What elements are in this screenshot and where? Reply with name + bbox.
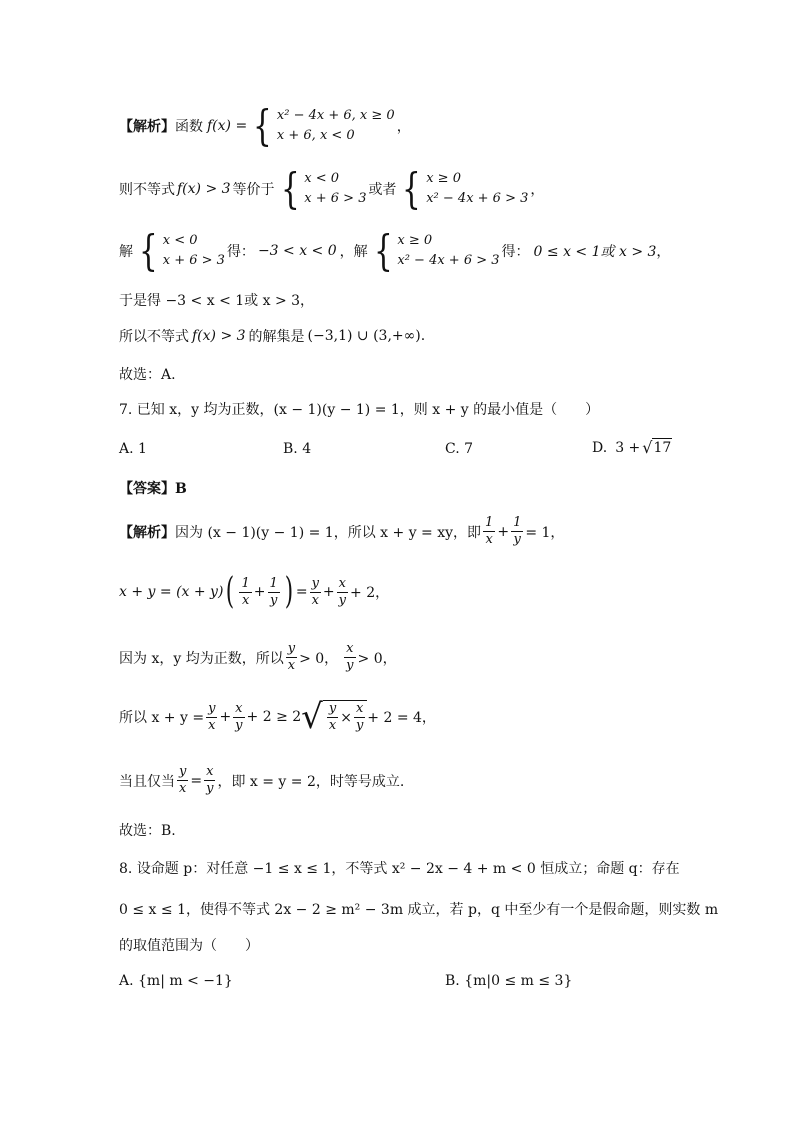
operator: = xyxy=(295,584,308,600)
text: 的解集是 xyxy=(248,329,305,345)
sqrt xyxy=(301,697,367,737)
text: 则不等式 xyxy=(119,182,175,198)
answer-text: 【答案】B xyxy=(119,481,187,497)
text: 当且仅当 xyxy=(119,773,175,790)
analysis-line-4 xyxy=(119,290,314,310)
option-a: A. 1 xyxy=(119,441,147,457)
text: 等价于 xyxy=(232,182,275,198)
math: −3 < x < 0 xyxy=(257,243,337,259)
text: ，解 xyxy=(339,244,368,260)
solution-line-2 xyxy=(119,571,390,612)
paren: ) xyxy=(284,571,294,612)
text: 因为 x，y 均为正数，所以 xyxy=(119,650,284,667)
math: f(x) > 3 xyxy=(177,181,231,197)
brace-glyph: { xyxy=(139,226,158,275)
answer-line xyxy=(119,820,176,840)
text: 解 xyxy=(119,244,133,260)
option-label: D. xyxy=(592,439,608,456)
piecewise xyxy=(249,101,395,150)
option-b: B. 4 xyxy=(283,441,312,457)
case: x ≥ 0 xyxy=(397,233,433,248)
text: 于是得 −3 < x < 1或 x > 3， xyxy=(119,293,315,309)
answer-7 xyxy=(119,478,187,498)
sqrt xyxy=(642,438,672,457)
brace-glyph: { xyxy=(253,101,272,150)
case: x² − 4x + 6 > 3 xyxy=(397,253,500,268)
operator: + xyxy=(219,709,232,725)
text: = 1， xyxy=(525,524,565,541)
math: 3 + xyxy=(615,439,641,456)
fraction: $\frac{y}{x}$ xyxy=(208,700,216,733)
question-8-line-3 xyxy=(119,935,259,955)
fraction: $\frac{y}{x}$ xyxy=(311,575,319,608)
fraction: $\frac{1}{x}$ xyxy=(485,515,494,547)
question-8-line-1 xyxy=(119,858,680,878)
fraction: $\frac{1}{y}$ xyxy=(269,575,278,608)
operator: + xyxy=(497,523,510,540)
operator: × xyxy=(340,709,352,726)
text: 因为 (x − 1)(y − 1) = 1，所以 x + y = xy，即 xyxy=(175,524,482,541)
analysis-line-5 xyxy=(119,326,425,346)
text: 得： xyxy=(226,244,255,260)
fraction: $\frac{x}{y}$ xyxy=(338,575,347,608)
text: 得： xyxy=(501,244,530,260)
solution-line-5 xyxy=(119,764,404,797)
operator: + xyxy=(253,584,266,600)
solution-line-4 xyxy=(119,697,436,737)
fraction: $\frac{1}{y}$ xyxy=(513,515,522,547)
case: x < 0 xyxy=(304,171,340,186)
system xyxy=(398,164,529,213)
question-8-line-2 xyxy=(119,899,718,919)
case: x + 6, x < 0 xyxy=(276,128,355,143)
text: ， xyxy=(396,119,411,135)
math: f(x) = xyxy=(207,118,248,134)
radicand: 17 xyxy=(653,440,672,456)
question-text: 0 ≤ x ≤ 1，使得不等式 2x − 2 ≥ m² − 3m 成立，若 p，q 中至少有一个是假命题，则实数 m xyxy=(119,902,719,918)
analysis-line-3 xyxy=(119,226,671,275)
analysis-tag: 【解析】 xyxy=(119,119,175,135)
system xyxy=(135,226,225,275)
brace-glyph: { xyxy=(373,226,393,275)
text: ， xyxy=(656,244,671,260)
radicand xyxy=(323,700,367,734)
text: > 0， xyxy=(299,650,339,667)
fraction: $\frac{y}{x}$ xyxy=(328,701,337,733)
fraction: $\frac{y}{x}$ xyxy=(287,641,296,673)
question-text: 7. 已知 x，y 均为正数，(x − 1)(y − 1) = 1，则 x + y 的最小值是（ ） xyxy=(119,402,600,418)
question-7 xyxy=(119,399,599,419)
fraction: $\frac{x}{y}$ xyxy=(355,701,364,733)
text: 故选：A. xyxy=(119,367,176,383)
paren: ( xyxy=(226,571,235,612)
text: 所以 x + y = xyxy=(119,710,205,726)
case: x < 0 xyxy=(162,233,198,248)
math: 0 ≤ x < 1或 x > 3 xyxy=(533,244,657,260)
text: + 2， xyxy=(350,585,390,601)
math: x + y = (x + y) xyxy=(119,584,224,600)
text: + 2 = 4， xyxy=(367,710,436,726)
text: 函数 xyxy=(175,119,203,135)
text: 故选：B. xyxy=(119,823,176,839)
case: x + 6 > 3 xyxy=(304,191,367,206)
brace-glyph: { xyxy=(280,164,300,213)
text: 所以不等式 xyxy=(119,329,189,345)
fraction: $\frac{1}{x}$ xyxy=(241,575,250,608)
analysis-line-2 xyxy=(119,164,545,213)
option-d xyxy=(592,438,672,457)
option-a: A. {m| m < −1} xyxy=(119,973,233,989)
question-text: 8. 设命题 p：对任意 −1 ≤ x ≤ 1，不等式 x² − 2x − 4 + m < 0 恒成立；命题 q：存在 xyxy=(119,861,680,877)
fraction: $\frac{x}{y}$ xyxy=(346,641,354,673)
text: ， xyxy=(530,182,545,198)
question-text: 的取值范围为（ ） xyxy=(119,938,259,954)
case: x² − 4x + 6, x ≥ 0 xyxy=(276,108,395,123)
case: x ≥ 0 xyxy=(426,171,461,186)
case: x + 6 > 3 xyxy=(162,253,225,268)
solution-line-3 xyxy=(119,641,397,674)
text: > 0， xyxy=(357,650,397,667)
operator: + xyxy=(322,584,335,600)
system xyxy=(277,164,367,213)
solution-set: (−3,1) ∪ (3,+∞). xyxy=(307,328,426,344)
text: + 2 ≥ 2 xyxy=(246,709,302,725)
fraction: $\frac{y}{x}$ xyxy=(179,764,187,796)
math: f(x) > 3 xyxy=(192,328,246,344)
text: 或者 xyxy=(368,182,397,198)
option-b: B. {m|0 ≤ m ≤ 3} xyxy=(445,973,573,989)
analysis-tag: 【解析】 xyxy=(119,524,175,541)
radical-sign-icon: √ xyxy=(642,438,653,457)
fraction: $\frac{x}{y}$ xyxy=(206,764,214,796)
brace-glyph: { xyxy=(402,164,422,213)
text: ，即 x = y = 2，时等号成立. xyxy=(217,773,405,790)
radical-sign-icon: √ xyxy=(301,697,323,737)
fraction: $\frac{x}{y}$ xyxy=(235,700,243,733)
case: x² − 4x + 6 > 3 xyxy=(426,191,529,206)
answer-line xyxy=(119,364,176,384)
operator: = xyxy=(190,772,203,789)
system xyxy=(370,226,500,275)
analysis-line-1 xyxy=(119,101,411,150)
solution-line-1 xyxy=(119,515,564,548)
option-c: C. 7 xyxy=(445,441,474,457)
